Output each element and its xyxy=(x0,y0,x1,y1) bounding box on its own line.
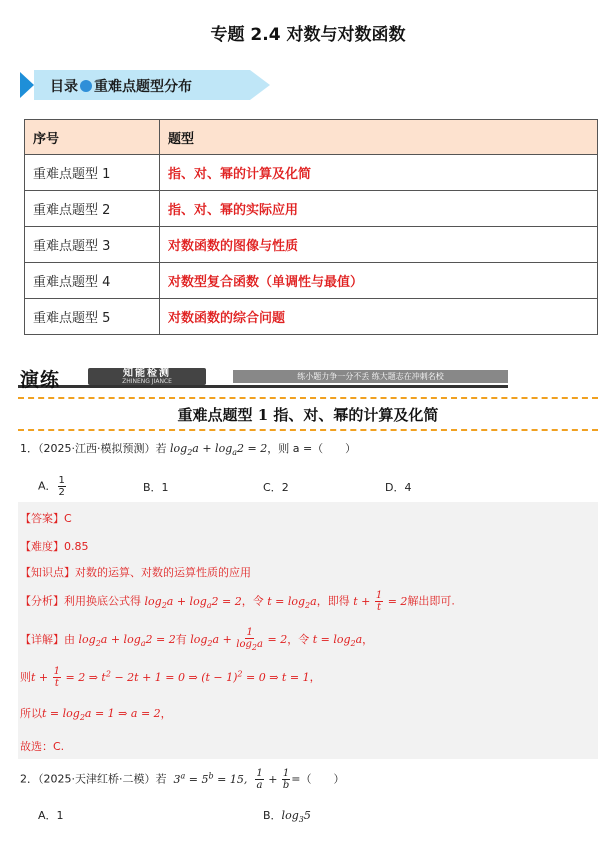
toc-row-topic[interactable]: 对数函数的综合问题 xyxy=(160,299,598,335)
divider-dashed-bottom xyxy=(18,429,598,431)
table-row xyxy=(25,299,598,335)
toc-header-no: 序号 xyxy=(25,120,160,155)
detail-label: 【详解】 xyxy=(20,633,64,646)
q2-ask: =（ ） xyxy=(291,772,345,786)
toc-row-topic[interactable]: 对数型复合函数（单调性与最值） xyxy=(160,263,598,299)
option-label: B． xyxy=(263,809,282,822)
result-line: 所以$t = \log_2a = 1$ ⇒ a = 2， xyxy=(20,707,172,723)
banner-badge xyxy=(88,368,206,385)
detail-text: 由 xyxy=(64,633,75,646)
q1-option-d[interactable] xyxy=(385,479,411,495)
practice-banner xyxy=(18,367,508,389)
analysis-line xyxy=(20,590,455,613)
banner-slogan: 练小题力争一分不丢 练大题志在冲刺名校 xyxy=(297,372,444,381)
answer-label: 【答案】 xyxy=(20,512,64,525)
derivation-line: 则t + $\frac{1}{t}$ = 2 ⇒ $t^2 - 2t + 1 = 0$ ⇒ $(t - 1)^2 = 0$ ⇒ t = 1， xyxy=(20,666,321,689)
table-row xyxy=(25,263,598,299)
toc-banner xyxy=(20,70,270,100)
bullet-dot-icon xyxy=(80,80,92,92)
detail-text: ，令 xyxy=(287,633,310,646)
q2-option-b[interactable] xyxy=(263,807,311,824)
option-label: A． xyxy=(38,809,57,822)
result-expr: $t = \log_2a = 1$ ⇒ a = 2 xyxy=(42,707,161,723)
q2-number: 2． xyxy=(20,772,38,786)
q1-option-b[interactable] xyxy=(143,479,169,495)
conclusion-line: 故选：C. xyxy=(20,740,65,753)
banner-rule xyxy=(18,385,508,388)
option-value: $\log_35$ xyxy=(281,809,311,825)
difficulty-label: 【难度】 xyxy=(20,540,64,553)
toc-row-no: 重难点题型 1 xyxy=(25,155,160,191)
analysis-expr: $\log_2a + \log_a2 = 2$ xyxy=(144,594,242,610)
table-row xyxy=(25,227,598,263)
toc-row-no: 重难点题型 4 xyxy=(25,263,160,299)
question-2 xyxy=(20,768,345,791)
derivation-expr: t + $\frac{1}{t}$ = 2 ⇒ $t^2 - 2t + 1 = 0$ ⇒ $(t - 1)^2 = 0$ ⇒ t = 1 xyxy=(31,666,310,689)
derivation-prefix: 则 xyxy=(20,670,31,684)
toc-row-no: 重难点题型 5 xyxy=(25,299,160,335)
toc-heading xyxy=(50,76,192,96)
toc-row-no: 重难点题型 3 xyxy=(25,227,160,263)
toc-row-topic[interactable]: 指、对、幂的计算及化简 xyxy=(160,155,598,191)
toc-heading-prefix: 目录 xyxy=(50,79,78,95)
option-value: 1 xyxy=(161,481,169,494)
toc-heading-suffix: 重难点题型分布 xyxy=(94,79,192,95)
difficulty-line xyxy=(20,538,89,554)
detail-expr: $\log_2a + \log_a2 = 2$ xyxy=(78,633,176,649)
knowledge-line xyxy=(20,564,251,580)
q1-ask: ，则 a =（ ） xyxy=(267,442,357,455)
q1-source: （2025·江西·模拟预测）若 xyxy=(38,442,167,455)
detail-text: 有 xyxy=(175,633,187,646)
toc-row-topic[interactable]: 指、对、幂的实际应用 xyxy=(160,191,598,227)
difficulty-value: 0.85 xyxy=(64,540,89,553)
analysis-label: 【分析】 xyxy=(20,594,64,608)
option-label: D． xyxy=(385,481,405,494)
q1-expression: $\log_2a + \log_a2 = 2$ xyxy=(170,442,268,458)
toc-row-topic[interactable]: 对数函数的图像与性质 xyxy=(160,227,598,263)
banner-badge-sub: ZHINENG JIANCE xyxy=(122,378,172,385)
detail-expr: $\log_2a$ + $\frac{1}{\log_2a}$ = 2 xyxy=(190,627,288,652)
section-title: 重难点题型 1 指、对、幂的计算及化简 xyxy=(177,406,439,424)
q2-source: （2025·天津红桥·二模）若 xyxy=(38,772,167,786)
answer-value: C xyxy=(64,512,72,525)
q2-expression: $3^a = 5^b = 15$, $\frac{1}{a}$ + $\frac{1}{b}$ xyxy=(170,768,290,791)
divider-dashed-top xyxy=(18,397,598,399)
analysis-text: ，令 xyxy=(241,594,264,608)
toc-header-row xyxy=(25,120,598,155)
analysis-expr: t + $\frac{1}{t}$ = 2 xyxy=(353,590,408,613)
toc-header-topic: 题型 xyxy=(160,120,598,155)
banner-slogan-bar xyxy=(233,370,508,383)
detail-line: 【详解】由 $\log_2a + \log_a2 = 2$有 $\log_2a$ + $\frac{1}{\log_2a}$ = 2，令 $t = \log_2a$， xyxy=(20,627,374,652)
q1-option-c[interactable] xyxy=(263,479,289,495)
banner-left-text: 演练 xyxy=(20,369,61,391)
analysis-expr: $t = \log_2a$ xyxy=(267,594,317,610)
toc-row-no: 重难点题型 2 xyxy=(25,191,160,227)
option-value: 4 xyxy=(404,481,412,494)
analysis-text: 解出即可. xyxy=(407,594,455,608)
q1-option-a[interactable] xyxy=(38,475,67,498)
knowledge-value: 对数的运算、对数的运算性质的应用 xyxy=(75,566,251,579)
option-label: B． xyxy=(143,481,162,494)
option-value: 1 xyxy=(56,809,64,822)
table-row xyxy=(25,155,598,191)
knowledge-label: 【知识点】 xyxy=(20,566,75,579)
option-label: C． xyxy=(263,481,282,494)
q2-option-a[interactable] xyxy=(38,807,64,823)
option-value: 2 xyxy=(281,481,289,494)
option-value-fraction: $\frac{1}{2}$ xyxy=(58,475,65,498)
question-1 xyxy=(20,440,356,457)
toc-table xyxy=(24,119,598,335)
result-prefix: 所以 xyxy=(20,707,42,720)
option-label: A． xyxy=(38,479,57,493)
detail-expr: $t = \log_2a$ xyxy=(312,633,363,649)
page-title: 专题 2.4 对数与对数函数 xyxy=(210,25,406,45)
analysis-text: 利用换底公式得 xyxy=(64,594,141,608)
answer-line xyxy=(20,510,72,526)
analysis-text: ，即得 xyxy=(316,594,350,608)
q1-number: 1． xyxy=(20,442,38,455)
table-row xyxy=(25,191,598,227)
banner-badge-text: 知能检测 xyxy=(123,368,171,379)
